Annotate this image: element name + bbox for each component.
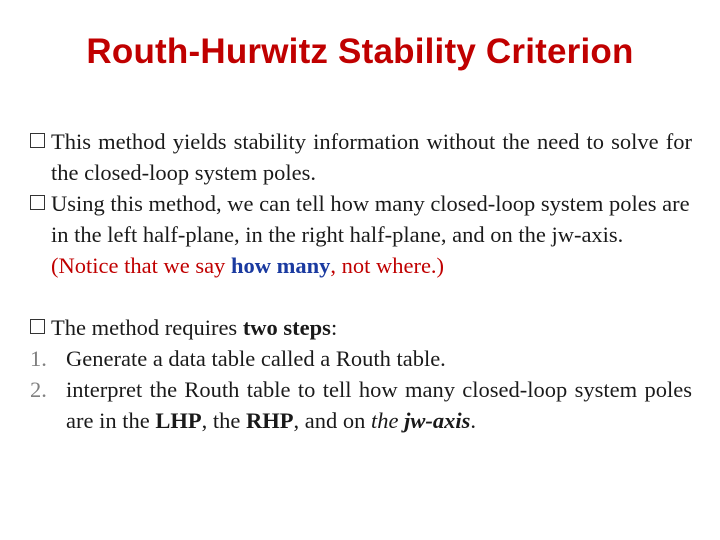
note-suffix: , not where.) [330, 253, 445, 278]
rhp-text: RHP [245, 408, 294, 433]
italic-text: the [370, 408, 399, 433]
bullet-item [30, 312, 692, 343]
slide-body [30, 126, 692, 436]
item-text-end: . [470, 408, 476, 433]
bullet-text: This method yields stability information without the need to solve for the closed-loop system poles. [51, 129, 692, 185]
item-number: 1. [30, 346, 47, 371]
numbered-item [30, 343, 692, 374]
note-prefix: (Notice that we say [51, 253, 226, 278]
item-number: 2. [30, 377, 47, 402]
item-text-mid: , and on [293, 408, 366, 433]
emphasis-text: how many [230, 253, 331, 278]
bullet-text: Using this method, we can tell how many closed-loop system poles are in the left half-plane, in the right half-plane, and on the jw-axis. [51, 191, 690, 247]
bullet-suffix: : [330, 315, 338, 340]
bold-text: two steps [242, 315, 331, 340]
item-text: interpret the Routh table to tell how many closed-loop system poles are in the [66, 377, 692, 433]
bullet-item [30, 126, 692, 188]
item-text: Generate a data table called a Routh table. [66, 346, 446, 371]
note-text [51, 253, 444, 278]
square-bullet-icon [30, 319, 45, 334]
slide-title: Routh-Hurwitz Stability Criterion [86, 32, 634, 71]
jw-axis-text: jw-axis [404, 408, 471, 433]
square-bullet-icon [30, 133, 45, 148]
numbered-item [30, 374, 692, 436]
item-text-mid: , the [201, 408, 241, 433]
bullet-text: The method requires [51, 315, 238, 340]
square-bullet-icon [30, 195, 45, 210]
lhp-text: LHP [155, 408, 202, 433]
spacer [30, 281, 692, 312]
bullet-item [30, 188, 692, 281]
